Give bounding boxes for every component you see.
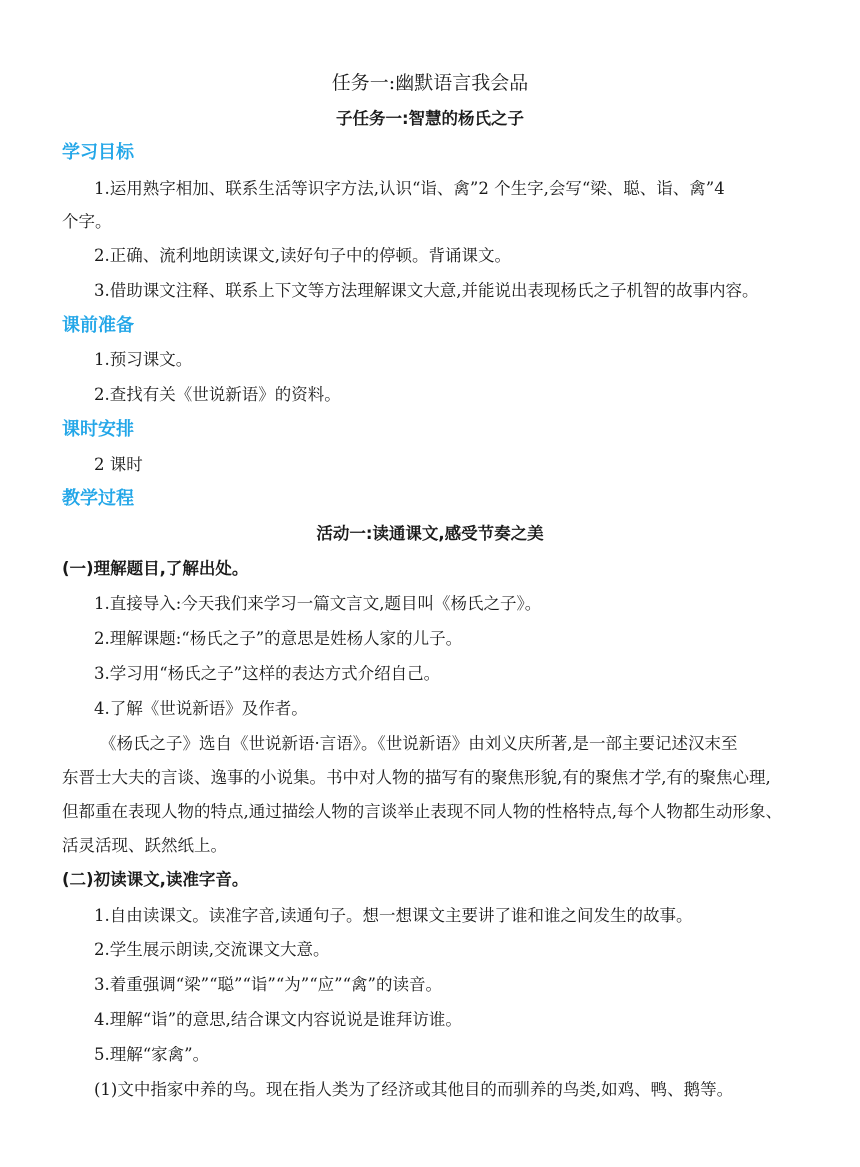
part1-item-4: 4.了解《世说新语》及作者。 [94,699,308,718]
schedule-text: 2 课时 [94,455,143,474]
section-heading-goals: 学习目标 [62,142,134,163]
part2-item-1: 1.自由读课文。读准字音,读通句子。想一想课文主要讲了谁和谁之间发生的故事。 [94,906,693,925]
section-heading-schedule: 课时安排 [62,419,134,440]
activity-heading-1: 活动一:读通课文,感受节奏之美 [316,524,544,543]
part1-item-2: 2.理解课题:“杨氏之子”的意思是姓杨人家的儿子。 [94,629,463,648]
part2-item-2: 2.学生展示朗读,交流课文大意。 [94,940,330,959]
goal-item-1-line-1: 1.运用熟字相加、联系生活等识字方法,认识“诣、禽”2 个生字,会写“梁、聪、诣、禽”4 [94,179,725,198]
part2-item-5-sub-1: (1)文中指家中养的鸟。现在指人类为了经济或其他目的而驯养的鸟类,如鸡、鸭、鹅等。 [94,1080,734,1099]
goal-item-1-line-2: 个字。 [62,212,112,231]
goal-item-2: 2.正确、流利地朗读课文,读好句子中的停顿。背诵课文。 [94,246,511,265]
section-heading-prep: 课前准备 [62,315,134,336]
document-title: 任务一:幽默语言我会品 [331,72,529,94]
part-heading-2: (二)初读课文,读准字音。 [62,870,249,889]
document-subtitle: 子任务一:智慧的杨氏之子 [335,109,525,128]
part2-item-4: 4.理解“诣”的意思,结合课文内容说说是谁拜访谁。 [94,1010,462,1029]
goal-item-3: 3.借助课文注释、联系上下文等方法理解课文大意,并能说出表现杨氏之子机智的故事内容。 [94,281,759,300]
part1-paragraph-line-4: 活灵活现、跃然纸上。 [62,836,227,855]
part1-item-3: 3.学习用“杨氏之子”这样的表达方式介绍自己。 [94,664,441,683]
part1-paragraph-line-1: 《杨氏之子》选自《世说新语·言语》。《世说新语》由刘义庆所著,是一部主要记述汉末至 [100,734,738,753]
part2-item-3: 3.着重强调“梁”“聪”“诣”“为”“应”“禽”的读音。 [94,975,442,994]
part1-paragraph-line-2: 东晋士大夫的言谈、逸事的小说集。书中对人物的描写有的聚焦形貌,有的聚焦才学,有的聚焦心理, [62,768,771,787]
part2-item-5: 5.理解“家禽”。 [94,1045,210,1064]
section-heading-process: 教学过程 [62,488,134,509]
part-heading-1: (一)理解题目,了解出处。 [62,559,249,578]
part1-item-1: 1.直接导入:今天我们来学习一篇文言文,题目叫《杨氏之子》。 [94,594,542,613]
part1-paragraph-line-3: 但都重在表现人物的特点,通过描绘人物的言谈举止表现不同人物的性格特点,每个人物都生动形象、 [62,802,782,821]
prep-item-2: 2.查找有关《世说新语》的资料。 [94,385,341,404]
prep-item-1: 1.预习课文。 [94,350,193,369]
